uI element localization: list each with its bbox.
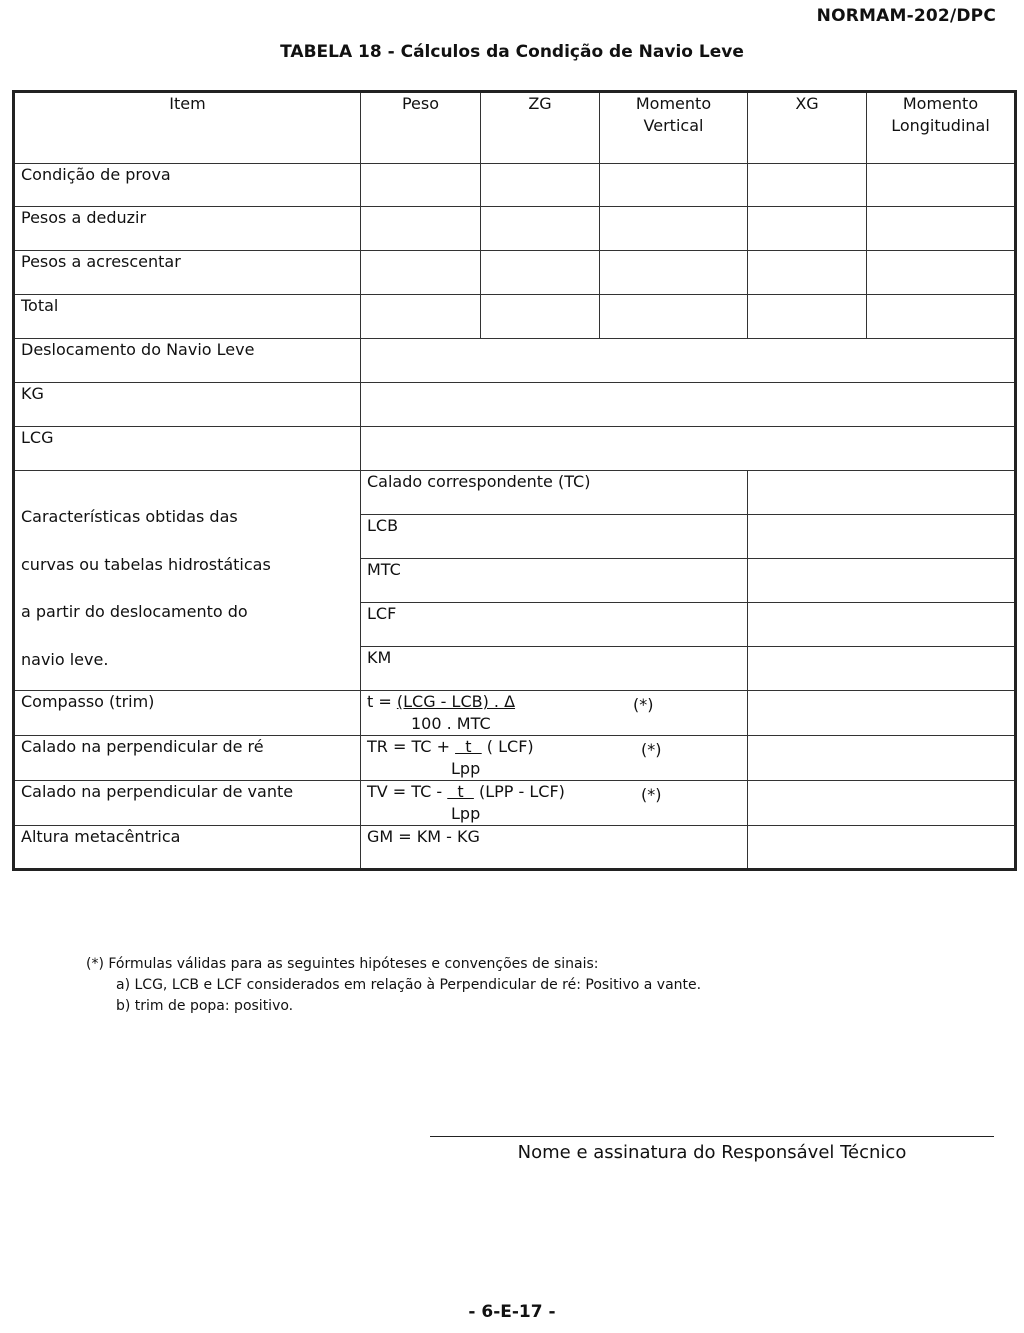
hydro-item-lcb: LCB <box>361 515 748 559</box>
col-xg: XG <box>748 92 867 164</box>
cell-blank <box>748 691 1016 736</box>
cell-blank <box>361 339 1016 383</box>
col-momento-longitudinal-line2: Longitudinal <box>891 116 990 135</box>
cell-blank <box>748 647 1016 691</box>
cell-blank <box>867 164 1016 207</box>
row-label-trim: Compasso (trim) <box>14 691 361 736</box>
hydro-line: Características obtidas das <box>21 507 238 526</box>
cell-blank <box>481 207 600 251</box>
table-row <box>14 427 1016 471</box>
row-label-pesos-deduzir: Pesos a deduzir <box>14 207 361 251</box>
cell-blank <box>748 251 867 295</box>
col-momento-vertical <box>600 92 748 164</box>
col-momento-longitudinal <box>867 92 1016 164</box>
formula-asterisk: (*) <box>633 695 654 714</box>
cell-blank <box>748 164 867 207</box>
hydro-item-tc: Calado correspondente (TC) <box>361 471 748 515</box>
cell-blank <box>748 295 867 339</box>
col-zg: ZG <box>481 92 600 164</box>
footnote-intro: (*) Fórmulas válidas para as seguintes hipóteses e convenções de sinais: <box>86 956 599 972</box>
signature-label: Nome e assinatura do Responsável Técnico <box>517 1142 907 1163</box>
cell-blank <box>748 559 1016 603</box>
formula-numerator: t <box>447 782 474 801</box>
footnote-b: b) trim de popa: positivo. <box>116 998 294 1014</box>
cell-blank <box>867 251 1016 295</box>
cell-blank <box>748 603 1016 647</box>
table-row <box>14 383 1016 427</box>
table-row <box>14 691 1016 736</box>
formula-denominator: Lpp <box>451 804 481 823</box>
formula-suffix: (LPP - LCF) <box>473 782 565 801</box>
col-momento-vertical-line1: Momento <box>635 94 712 113</box>
table-row <box>14 295 1016 339</box>
formula-numerator: (LCG - LCB) . Δ <box>396 692 516 711</box>
cell-blank <box>748 826 1016 870</box>
col-momento-longitudinal-line1: Momento <box>902 94 979 113</box>
formula-trim <box>361 691 748 736</box>
cell-blank <box>748 781 1016 826</box>
table-title: TABELA 18 - Cálculos da Condição de Navio Leve <box>280 42 744 62</box>
table-row <box>14 164 1016 207</box>
table-row <box>14 781 1016 826</box>
light-ship-calc-table <box>12 90 1017 871</box>
formula-asterisk: (*) <box>641 740 662 759</box>
formula-gm: GM = KM - KG <box>361 826 748 870</box>
cell-blank <box>600 295 748 339</box>
col-item: Item <box>14 92 361 164</box>
cell-blank <box>361 427 1016 471</box>
hydro-item-km: KM <box>361 647 748 691</box>
signature-line <box>430 1136 994 1137</box>
table-row <box>14 826 1016 870</box>
cell-blank <box>600 164 748 207</box>
row-label-tr: Calado na perpendicular de ré <box>14 736 361 781</box>
row-label-kg: KG <box>14 383 361 427</box>
cell-blank <box>600 251 748 295</box>
footnote-a: a) LCG, LCB e LCF considerados em relação à Perpendicular de ré: Positivo a vante. <box>116 977 702 993</box>
hydro-line: navio leve. <box>21 649 109 669</box>
row-label-condicao-prova: Condição de prova <box>14 164 361 207</box>
table-row <box>14 736 1016 781</box>
cell-blank <box>361 383 1016 427</box>
col-peso: Peso <box>361 92 481 164</box>
hydro-item-mtc: MTC <box>361 559 748 603</box>
footnotes <box>86 954 701 1017</box>
row-label-total: Total <box>14 295 361 339</box>
cell-blank <box>361 295 481 339</box>
table-row <box>14 339 1016 383</box>
table-row <box>14 251 1016 295</box>
formula-prefix: TV = TC - <box>367 782 448 801</box>
page-number: - 6-E-17 - <box>468 1302 556 1322</box>
document-code: NORMAM-202/DPC <box>816 6 996 26</box>
hydro-line: curvas ou tabelas hidrostáticas <box>21 554 271 574</box>
cell-blank <box>361 251 481 295</box>
cell-blank <box>361 207 481 251</box>
formula-denominator: 100 . MTC <box>411 714 491 733</box>
formula-prefix: TR = TC + <box>367 737 456 756</box>
row-label-deslocamento: Deslocamento do Navio Leve <box>14 339 361 383</box>
header-row <box>14 92 1016 164</box>
row-label-gm: Altura metacêntrica <box>14 826 361 870</box>
cell-blank <box>748 736 1016 781</box>
row-label-pesos-acrescentar: Pesos a acrescentar <box>14 251 361 295</box>
hydro-description <box>14 471 361 691</box>
cell-blank <box>361 164 481 207</box>
row-label-tv: Calado na perpendicular de vante <box>14 781 361 826</box>
formula-suffix: ( LCF) <box>481 737 534 756</box>
cell-blank <box>481 164 600 207</box>
cell-blank <box>867 295 1016 339</box>
formula-numerator: t <box>455 737 482 756</box>
cell-blank <box>867 207 1016 251</box>
hydro-item-lcf: LCF <box>361 603 748 647</box>
col-momento-vertical-line2: Vertical <box>643 116 704 135</box>
hydro-line: a partir do deslocamento do <box>21 602 248 622</box>
formula-prefix: t = <box>367 692 397 711</box>
cell-blank <box>600 207 748 251</box>
cell-blank <box>481 251 600 295</box>
cell-blank <box>748 515 1016 559</box>
formula-tr <box>361 736 748 781</box>
cell-blank <box>748 471 1016 515</box>
cell-blank <box>748 207 867 251</box>
table-row <box>14 471 1016 515</box>
formula-asterisk: (*) <box>641 785 662 804</box>
cell-blank <box>481 295 600 339</box>
row-label-lcg: LCG <box>14 427 361 471</box>
table-row <box>14 207 1016 251</box>
formula-tv <box>361 781 748 826</box>
formula-denominator: Lpp <box>451 759 481 778</box>
